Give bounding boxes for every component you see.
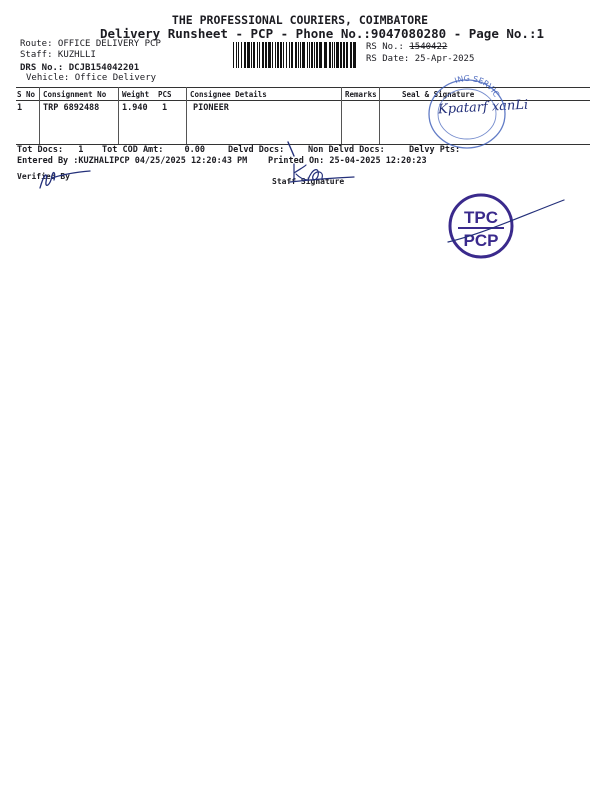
tot-cod-value: 0.00 xyxy=(184,145,206,155)
cell-weight: 1.940 xyxy=(122,103,148,113)
barcode-bar xyxy=(265,42,267,68)
round-company-stamp xyxy=(425,73,509,152)
barcode-image xyxy=(233,42,359,68)
barcode-bar xyxy=(343,42,345,68)
vehicle-label: Vehicle: Office Delivery xyxy=(26,73,157,83)
tot-cod-label: Tot COD Amt: xyxy=(102,145,164,155)
barcode-bar xyxy=(253,42,255,68)
cell-sno: 1 xyxy=(17,103,23,113)
barcode-bar xyxy=(268,42,271,68)
barcode-bar xyxy=(241,42,242,68)
entered-by: Entered By :KUZHALIPCP 04/25/2025 12:20:43 PM xyxy=(17,156,248,166)
barcode-bar xyxy=(311,42,313,68)
tot-cod xyxy=(102,145,205,155)
staff-signature-label: Staff Signature xyxy=(272,177,345,186)
tpc-stamp-line1: TPC xyxy=(464,208,498,227)
cell-pcs: 1 xyxy=(162,103,168,113)
tot-docs-label: Tot Docs: xyxy=(17,145,64,155)
barcode-bar xyxy=(280,42,282,68)
delvd-docs: Delvd Docs: xyxy=(228,145,285,155)
barcode-bar xyxy=(324,42,327,68)
rs-number-label: RS No.: xyxy=(366,42,404,52)
tpc-stamp xyxy=(442,190,572,262)
col-header-consignment: Consignment No xyxy=(43,90,107,99)
barcode-bar xyxy=(275,42,276,68)
round-stamp-text: ING SERVIC xyxy=(453,73,502,99)
col-divider xyxy=(186,87,187,144)
barcode-bar xyxy=(289,42,290,68)
barcode-bar xyxy=(340,42,342,68)
printed-on: Printed On: 25-04-2025 12:20:23 xyxy=(268,156,427,166)
barcode-bar xyxy=(314,42,315,68)
tpc-stamp-line2: PCP xyxy=(463,231,499,250)
barcode-bar xyxy=(233,42,234,68)
col-divider xyxy=(39,87,40,144)
barcode-bar xyxy=(277,42,279,68)
cell-signature: Kpatarf xanLi xyxy=(437,97,529,118)
staff-label: Staff: KUZHLLI xyxy=(20,50,96,60)
barcode-bar xyxy=(309,42,310,68)
barcode-bar xyxy=(262,42,264,68)
barcode-bar xyxy=(334,42,335,68)
barcode-bar xyxy=(238,42,239,68)
rs-date: RS Date: 25-Apr-2025 xyxy=(366,54,475,64)
delivered-tick-mark xyxy=(280,140,300,158)
col-divider xyxy=(379,87,380,144)
barcode-bar xyxy=(329,42,331,68)
drs-number: DRS No.: DCJB154042201 xyxy=(20,63,140,73)
barcode-bar xyxy=(316,42,318,68)
tot-docs-value: 1 xyxy=(78,145,84,155)
col-divider xyxy=(118,87,119,144)
svg-text:ING SERVIC xyxy=(453,74,501,99)
col-header-consignee: Consignee Details xyxy=(190,90,267,99)
col-header-pcs: PCS xyxy=(158,90,172,99)
verified-by-label: Verified By xyxy=(17,172,70,181)
runsheet-subtitle: Delivery Runsheet - PCP - Phone No.:9047080280 - Page No.:1 xyxy=(100,26,545,41)
barcode-bar xyxy=(259,42,260,68)
rs-number-value: 1540422 xyxy=(409,42,448,52)
barcode-bar xyxy=(302,42,305,68)
barcode-bar xyxy=(350,42,352,68)
barcode-bar xyxy=(257,42,258,68)
rs-number xyxy=(366,42,447,52)
cell-consignment: TRP 6892488 xyxy=(43,103,100,113)
barcode-bar xyxy=(319,42,322,68)
barcode-bar xyxy=(298,42,299,68)
barcode-bar xyxy=(286,42,287,68)
verifier-signature xyxy=(36,164,96,194)
barcode-bar xyxy=(307,42,308,68)
col-header-remarks: Remarks xyxy=(345,90,377,99)
barcode-bar xyxy=(295,42,297,68)
barcode-bar xyxy=(236,42,237,68)
barcode-bar xyxy=(332,42,333,68)
cell-consignee: PIONEER xyxy=(193,103,229,113)
col-header-sno: S No xyxy=(17,90,36,99)
barcode-bar xyxy=(272,42,273,68)
barcode-bar xyxy=(346,42,348,68)
barcode-bar xyxy=(251,42,252,68)
barcode-bar xyxy=(336,42,339,68)
non-delvd-docs: Non Delvd Docs: xyxy=(308,145,385,155)
barcode-bar xyxy=(291,42,293,68)
barcode-bar xyxy=(300,42,301,68)
delvy-pts: Delvy Pts: xyxy=(409,145,461,155)
col-header-weight: Weight xyxy=(122,90,150,99)
route-label: Route: OFFICE DELIVERY PCP xyxy=(20,39,161,49)
barcode-bar xyxy=(247,42,250,68)
tot-docs xyxy=(17,145,83,155)
barcode-bar xyxy=(353,42,356,68)
col-header-signature: Seal & Signature xyxy=(402,90,475,99)
staff-signature xyxy=(288,160,358,186)
col-divider xyxy=(341,87,342,144)
company-title: THE PROFESSIONAL COURIERS, COIMBATORE xyxy=(171,13,429,27)
barcode-bar xyxy=(283,42,284,68)
barcode-bar xyxy=(244,42,246,68)
